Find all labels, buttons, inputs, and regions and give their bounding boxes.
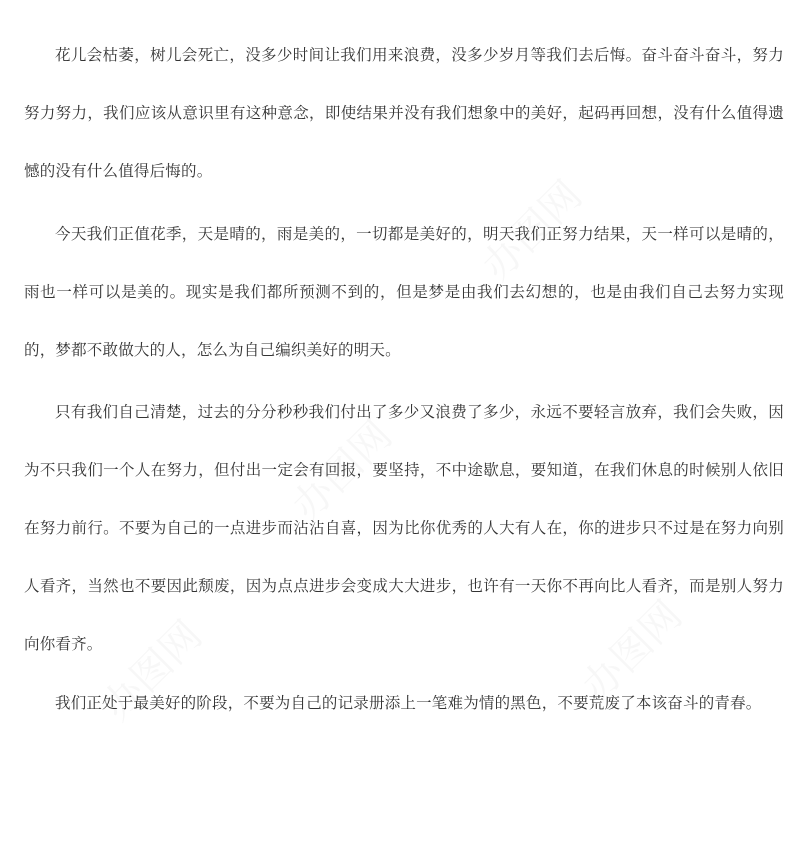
paragraph-3: 只有我们自己清楚，过去的分分秒秒我们付出了多少又浪费了多少，永远不要轻言放弃，我们会失败，因为不只我们一个人在努力，但付出一定会有回报，要坚持，不中途歇息，要知道，在我们休息的时候别人依旧在努力前行。不要为自己的一点进步而沾沾自喜，因为比你优秀的人大有人在，你的进步只不过是在努力向别人看齐，当然也不要因此颓废，因为点点进步会变成大大进步，也许有一天你不再向比人看齐，而是别人努力向你看齐。 (24, 403, 784, 653)
paragraph-2: 今天我们正值花季，天是晴的，雨是美的，一切都是美好的，明天我们正努力结果，天一样可以是晴的，雨也一样可以是美的。现实是我们都所预测不到的，但是梦是由我们去幻想的，也是由我们自己去努力实现的，梦都不敢做大的人，怎么为自己编织美好的明天。 (24, 225, 784, 359)
watermark: 办图网 (93, 612, 212, 730)
paragraph-4: 我们正处于最美好的阶段，不要为自己的记录册添上一笔难为情的黑色，不要荒废了本该奋斗的青春。 (55, 694, 762, 712)
watermark: 办图网 (283, 412, 402, 530)
watermark: 办图网 (573, 592, 692, 710)
watermark: 办图网 (473, 172, 592, 290)
paragraph-1: 花儿会枯萎，树儿会死亡，没多少时间让我们用来浪费，没多少岁月等我们去后悔。奋斗奋斗奋斗，努力努力努力，我们应该从意识里有这种意念，即使结果并没有我们想象中的美好，起码再回想，没有什么值得遗憾的没有什么值得后悔的。 (24, 46, 784, 180)
